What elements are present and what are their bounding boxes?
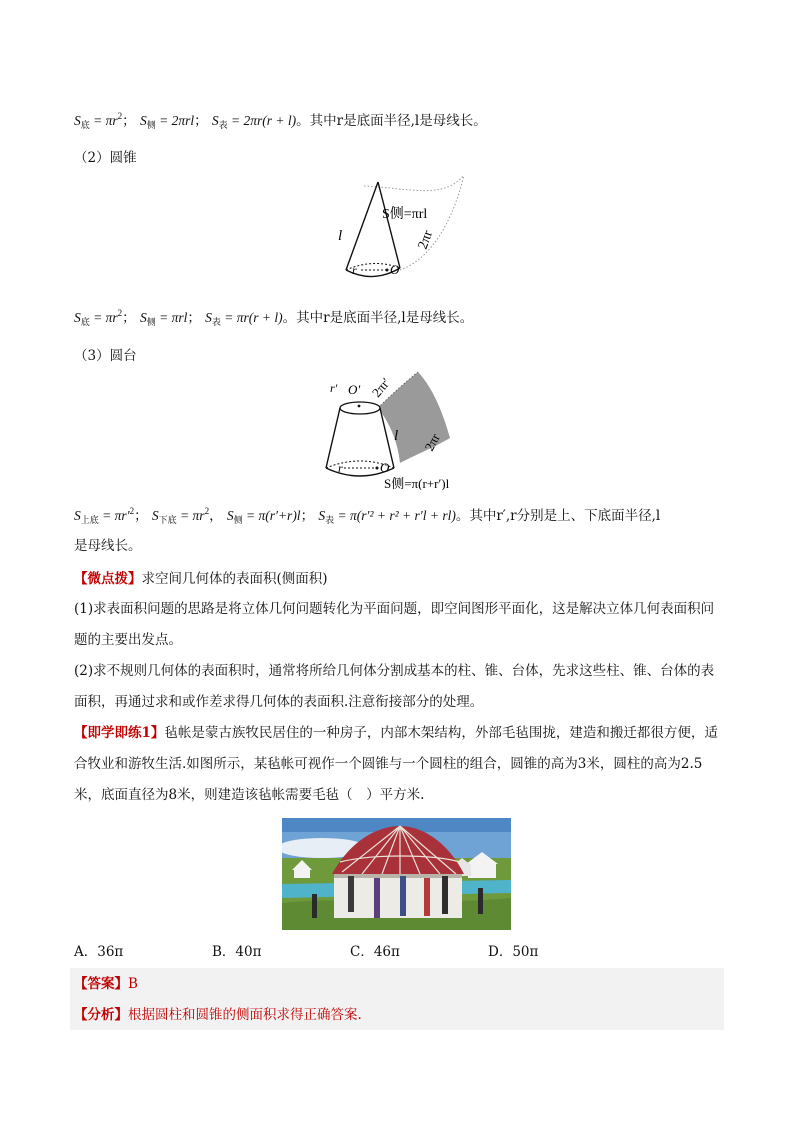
answer-line bbox=[74, 974, 138, 994]
formula-term: $S_{下底} = \pi r^2$ bbox=[151, 506, 210, 525]
frustum-arc2-label: 2πr bbox=[421, 430, 443, 454]
frustum-r-label: r bbox=[338, 461, 343, 475]
formula-term: $S_底 = \pi r^2$ bbox=[74, 308, 123, 327]
frustum-o-label: O bbox=[380, 460, 390, 475]
cone-formula-line: $S_底 = \pi r^2$； $S_侧 = \pi rl$； $S_表 = \pi r(r + l)$。其中r是底面半径,l是母线长。 bbox=[74, 308, 474, 327]
frustum-heading: （3）圆台 bbox=[74, 348, 137, 364]
option-d: D．50π bbox=[488, 944, 539, 960]
cone-figure bbox=[334, 170, 474, 288]
exercise-tag: 【即学即练1】 bbox=[74, 725, 165, 741]
analysis-line bbox=[74, 1005, 362, 1025]
tip-title: 求空间几何体的表面积(侧面积) bbox=[141, 571, 328, 587]
cone-area-label: S侧=πrl bbox=[382, 207, 428, 222]
frustum-r1-label: r′ bbox=[330, 381, 338, 395]
formula-tail: 。其中r′,r分别是上、下底面半径,l bbox=[455, 508, 661, 524]
yurt-photo bbox=[282, 818, 511, 930]
frustum-o1-label: O′ bbox=[348, 382, 361, 397]
cone-heading: （2）圆锥 bbox=[74, 150, 137, 166]
formula-term: $S_底 = \pi r^2$ bbox=[74, 111, 123, 130]
exercise-paragraph bbox=[74, 718, 724, 811]
tip-paragraph-2: (2)求不规则几何体的表面积时，通常将所给几何体分割成基本的柱、锥、台体，先求这些柱、锥、台体的表面积，再通过求和或作差求得几何体的表面积.注意衔接部分的处理。 bbox=[74, 663, 715, 710]
option-a: A．36π bbox=[74, 944, 124, 960]
cone-r-label: r bbox=[352, 263, 357, 277]
formula-term: $S_侧 = 2\pi rl$ bbox=[139, 113, 195, 130]
answer-tag: 【答案】 bbox=[74, 976, 128, 992]
option-b: B．40π bbox=[212, 944, 262, 960]
cone-l-label: l bbox=[338, 228, 343, 244]
formula-term: $S_侧 = \pi rl$ bbox=[139, 310, 188, 327]
cone-o-label: O bbox=[390, 262, 400, 277]
tip-paragraph-1: (1)求表面积问题的思路是将立体几何问题转化为平面问题，即空间图形平面化，这是解决立体几何表面积问题的主要出发点。 bbox=[74, 601, 715, 648]
tip-tag: 【微点拨】 bbox=[74, 571, 142, 587]
analysis-tag: 【分析】 bbox=[74, 1007, 128, 1023]
tip-header bbox=[74, 569, 328, 589]
formula-term: $S_表 = \pi(r'^2 + r^2 + r'l + rl)$ bbox=[318, 508, 456, 525]
formula-tail: 。其中r是底面半径,l是母线长。 bbox=[296, 113, 487, 129]
exercise-text: 毡帐是蒙古族牧民居住的一种房子，内部木架结构，外部毛毡围拢，建造和搬迁都很方便，适合牧业和游牧生活.如图所示，某毡帐可视作一个圆锥与一个圆柱的组合，圆锥的高为3米，圆柱的高为2.5米，底面直径为8米，则建造该毡帐需要毛毡（ ）平方米. bbox=[74, 725, 718, 803]
frustum-formula-tail2: 是母线长。 bbox=[74, 538, 142, 554]
frustum-l-label: l bbox=[394, 428, 399, 444]
cone-arc-label: 2πr bbox=[415, 228, 437, 252]
frustum-arc1-label: 2πr′ bbox=[368, 374, 394, 400]
answer-bar bbox=[70, 968, 724, 999]
cylinder-formula-line: $S_底 = \pi r^2$； $S_侧 = 2\pi rl$； $S_表 = 2\pi r(r + l)$。其中r是底面半径,l是母线长。 bbox=[74, 111, 487, 130]
frustum-area-label: S侧=π(r+r′)l bbox=[384, 476, 450, 490]
formula-tail: 。其中r是底面半径,l是母线长。 bbox=[282, 310, 474, 326]
answer-value: B bbox=[128, 976, 138, 992]
frustum-formula-line: $S_{上底} = \pi r'^2$； $S_{下底} = \pi r^2$， $S_侧 = \pi(r'+r)l$； $S_表 = \pi(r'^2 + r^2 + r'l + rl)$。其中r′,r分别是上、下底面半径,l bbox=[74, 506, 661, 525]
frustum-figure bbox=[318, 368, 478, 490]
formula-term: $S_表 = 2\pi r(r + l)$ bbox=[211, 113, 297, 130]
option-c: C．46π bbox=[350, 944, 400, 960]
formula-term: $S_表 = \pi r(r + l)$ bbox=[205, 310, 283, 327]
formula-term: $S_{上底} = \pi r'^2$ bbox=[74, 506, 135, 525]
analysis-text: 根据圆柱和圆锥的侧面积求得正确答案. bbox=[128, 1007, 362, 1023]
formula-term: $S_侧 = \pi(r'+r)l$ bbox=[226, 508, 301, 525]
